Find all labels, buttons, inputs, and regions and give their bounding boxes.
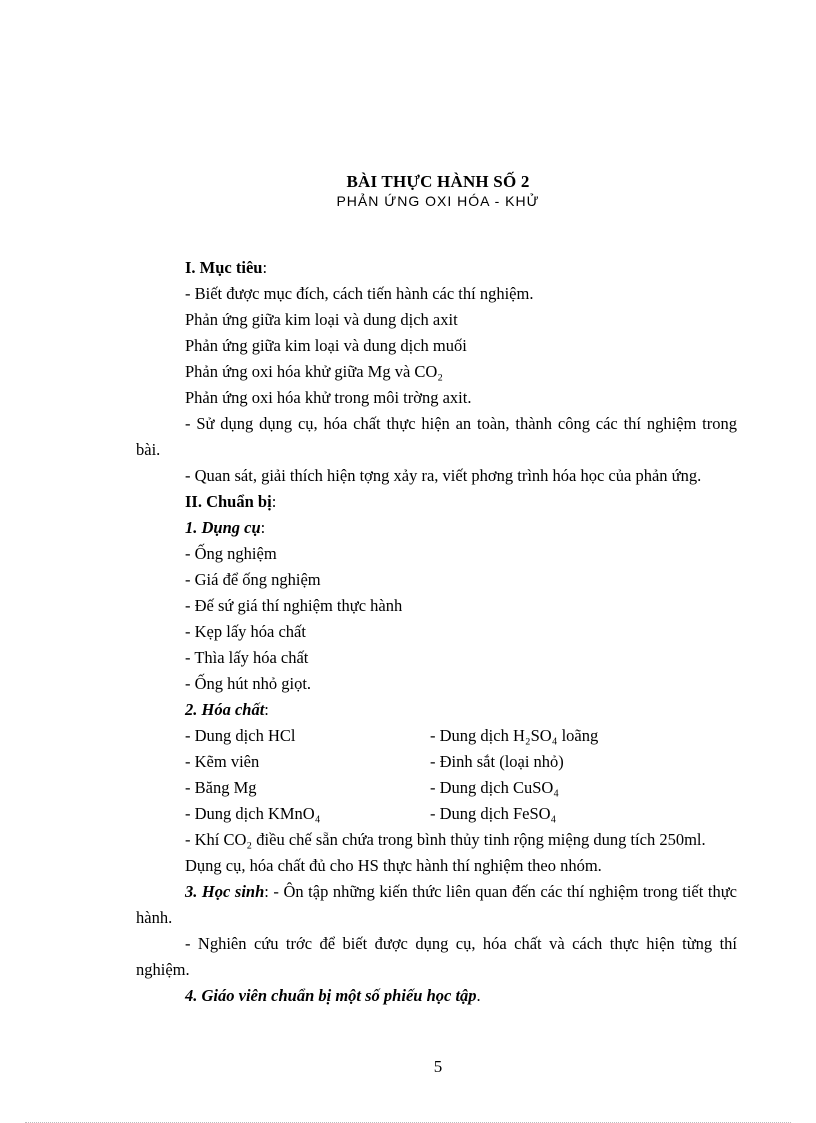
- equipment-item: - Ống nghiệm: [185, 544, 277, 563]
- subheading-text: 4. Giáo viên chuẩn bị một số phiếu học tập: [185, 986, 477, 1005]
- chemicals-row: [136, 723, 737, 749]
- students-paragraph: - Nghiên cứu trớc để biết được dụng cụ, hóa chất và cách thực hiện từng thí nghiệm.: [136, 934, 737, 979]
- objective-paragraph: - Sử dụng dụng cụ, hóa chất thực hiện an toàn, thành công các thí nghiệm trong bài.: [136, 414, 737, 459]
- objective-paragraph: - Quan sát, giải thích hiện tợng xảy ra, viết phơng trình hóa học của phản ứng.: [185, 466, 702, 485]
- subheading-colon: :: [260, 518, 266, 537]
- chemicals-row: [136, 801, 737, 827]
- chemicals-note: - Khí CO₂ điều chế sẵn chứa trong bình thủy tinh rộng miệng dung tích 250ml.: [185, 830, 706, 849]
- chemical-item: - Dung dịch HCl: [185, 726, 296, 745]
- chemical-item: - Dung dịch FeSO₄: [430, 804, 557, 823]
- section-objectives-heading: [136, 255, 737, 281]
- section-preparation-heading: [136, 489, 737, 515]
- chemicals-row: [136, 749, 737, 775]
- document-title: BÀI THỰC HÀNH SỐ 2: [346, 172, 530, 191]
- document-body: [136, 255, 737, 1009]
- section-heading-text: II. Chuẩn bị: [185, 492, 272, 511]
- equipment-item: - Giá để ống nghiệm: [185, 570, 321, 589]
- chemical-item: - Dung dịch KMnO₄: [185, 804, 321, 823]
- equipment-item: - Kẹp lấy hóa chất: [185, 622, 306, 641]
- document-subtitle: PHẢN ỨNG OXI HÓA - KHỬ: [336, 193, 540, 209]
- subheading-text: 1. Dụng cụ: [185, 518, 261, 537]
- objective-line: Phản ứng oxi hóa khử giữa Mg và CO₂: [185, 362, 444, 381]
- chemical-item: - Băng Mg: [185, 778, 257, 797]
- subheading-text: 3. Học sinh: [185, 882, 265, 901]
- subheading-colon: :: [264, 700, 269, 719]
- chemical-item: - Kẽm viên: [185, 752, 260, 771]
- equipment-item: - Ống hút nhỏ giọt.: [185, 674, 312, 693]
- chemical-item: - Dung dịch CuSO₄: [430, 778, 560, 797]
- chemical-item: - Dung dịch H₂SO₄ loãng: [430, 726, 599, 745]
- chemical-item: - Đinh sắt (loại nhỏ): [430, 752, 564, 771]
- students-text: : - Ôn tập những kiến thức liên quan đến các thí nghiệm trong tiết thực hành.: [136, 882, 737, 927]
- equipment-item: - Đế sứ giá thí nghiệm thực hành: [185, 596, 403, 615]
- page-number: 5: [433, 1057, 443, 1076]
- students-paragraph: [136, 879, 737, 931]
- chemicals-subheading: [136, 697, 737, 723]
- objective-line: Phản ứng oxi hóa khử trong môi trờng axit.: [185, 388, 472, 407]
- heading-colon: :: [271, 492, 277, 511]
- heading-colon: :: [262, 258, 268, 277]
- teacher-subheading: [136, 983, 737, 1009]
- objective-line: Phản ứng giữa kim loại và dung dịch muối: [185, 336, 467, 355]
- chemicals-row: [136, 775, 737, 801]
- objective-line: - Biết được mục đích, cách tiến hành các thí nghiệm.: [185, 284, 534, 303]
- section-heading-text: I. Mục tiêu: [185, 258, 263, 277]
- equipment-subheading: [136, 515, 737, 541]
- subheading-period: .: [476, 986, 481, 1005]
- equipment-item: - Thìa lấy hóa chất: [185, 648, 309, 667]
- objective-line: Phản ứng giữa kim loại và dung dịch axit: [185, 310, 458, 329]
- chemicals-note: Dụng cụ, hóa chất đủ cho HS thực hành thí nghiệm theo nhóm.: [185, 856, 602, 875]
- subheading-text: 2. Hóa chất: [185, 700, 265, 719]
